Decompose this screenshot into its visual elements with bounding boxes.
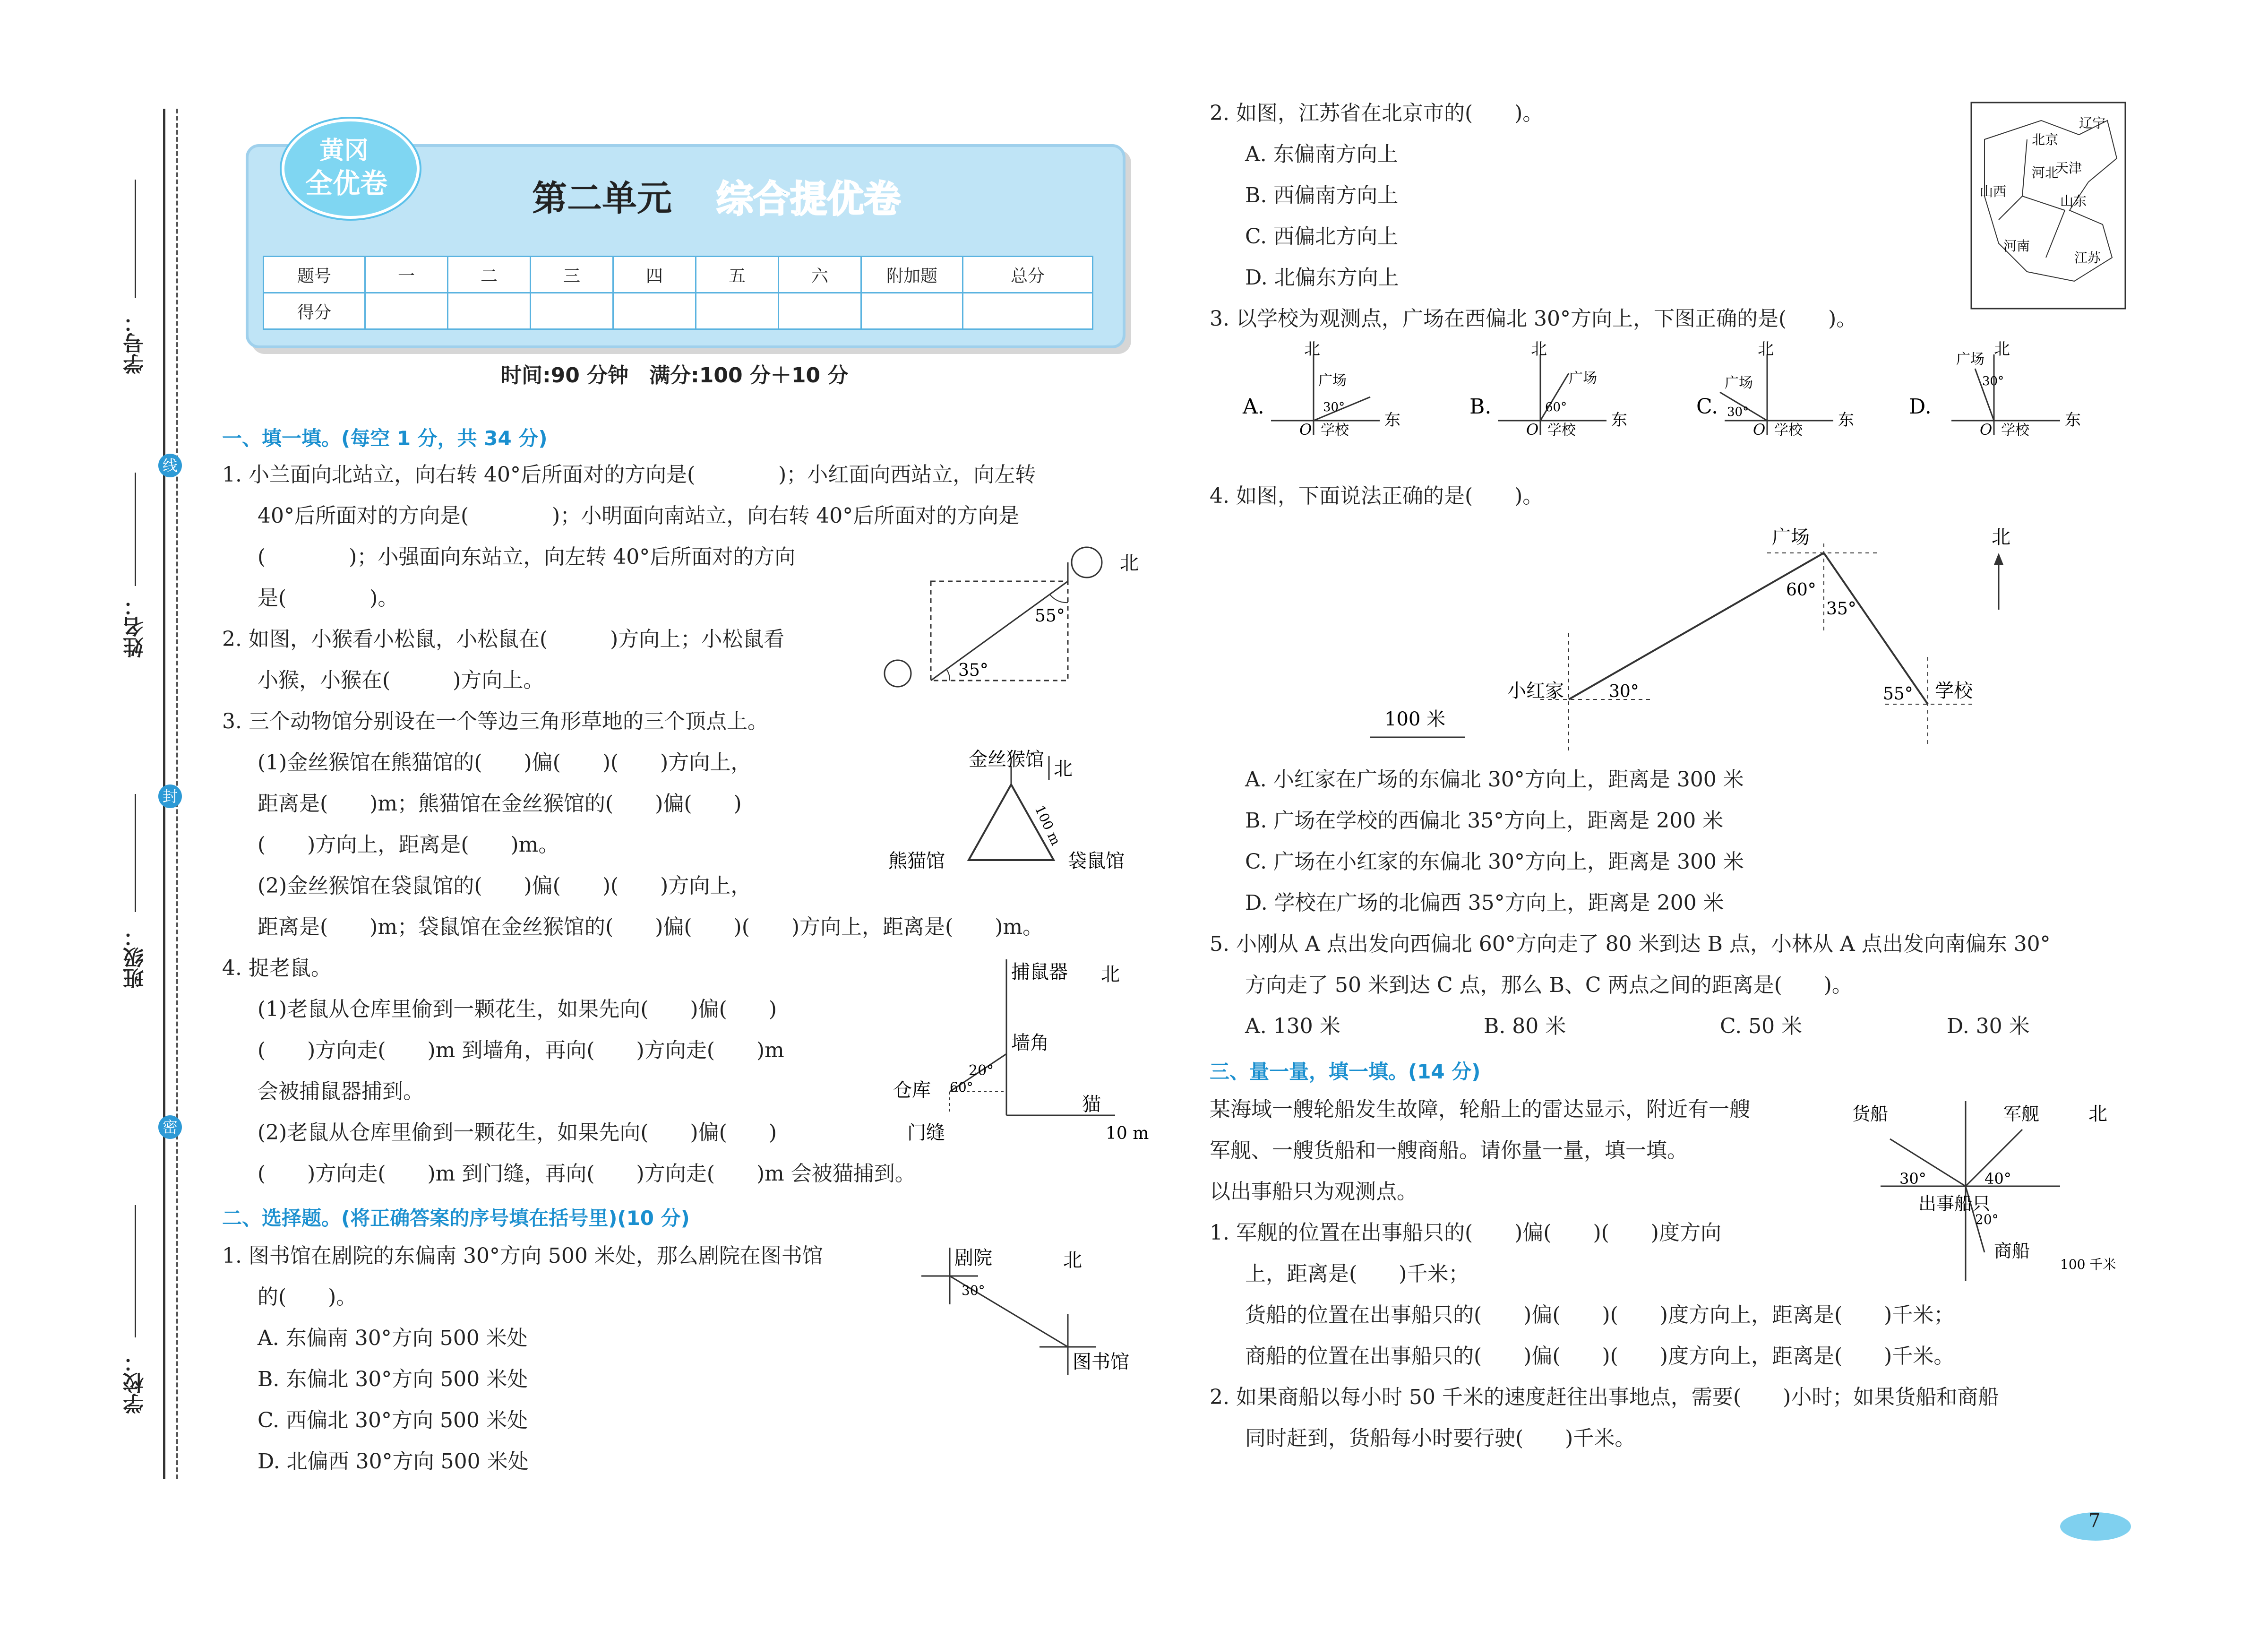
fig4-library: 图书馆 bbox=[1073, 1351, 1129, 1373]
map-shanxi: 山西 bbox=[1980, 184, 2007, 199]
s2-q1-optA[interactable]: A. 东偏南 30°方向 500 米处 bbox=[258, 1326, 528, 1350]
fig1-north: 北 bbox=[1120, 552, 1139, 574]
s1-q4-line6: ( )方向走( )m 到门缝，再向( )方向走( )m 会被猫捕到。 bbox=[258, 1162, 916, 1186]
fig3-warehouse: 仓库 bbox=[893, 1079, 931, 1101]
label-school: 学校： bbox=[123, 1352, 147, 1414]
fig5-angle-35: 35° bbox=[1826, 599, 1856, 619]
svg-text:广场: 广场 bbox=[1725, 375, 1753, 391]
svg-text:30°: 30° bbox=[1727, 405, 1749, 419]
fig5-north: 北 bbox=[1992, 526, 2010, 548]
s1-q4-line1: 4. 捉老鼠。 bbox=[222, 956, 332, 980]
s3-intro-2: 军舰、一艘货船和一艘商船。请你量一量，填一填。 bbox=[1210, 1138, 1688, 1163]
fig6-angle-30: 30° bbox=[1899, 1170, 1926, 1188]
fig6-merchant: 商船 bbox=[1994, 1241, 2030, 1261]
svg-text:30°: 30° bbox=[1323, 400, 1345, 414]
map-hebei: 河北 bbox=[2032, 165, 2059, 181]
s3-q2-line1: 2. 如果商船以每小时 50 千米的速度赶往出事地点，需要( )小时；如果货船和商船 bbox=[1210, 1385, 1999, 1409]
s1-q3-line2: (1)金丝猴馆在熊猫馆的( )偏( )( )方向上， bbox=[258, 750, 752, 775]
s3-q1-line3: 货船的位置在出事船只的( )偏( )( )度方向上，距离是( )千米； bbox=[1245, 1303, 1955, 1327]
svg-text:学校: 学校 bbox=[1547, 422, 1576, 439]
fig3-scale: 10 m bbox=[1106, 1124, 1149, 1143]
badge-line2: 全优卷 bbox=[305, 167, 388, 199]
svg-text:O: O bbox=[1299, 421, 1312, 439]
fig4-north: 北 bbox=[1063, 1250, 1082, 1271]
fig-mouse bbox=[888, 950, 1153, 1148]
fig3-angle-20: 20° bbox=[969, 1062, 994, 1079]
svg-text:O: O bbox=[1526, 421, 1539, 439]
fig3-angle-60: 60° bbox=[950, 1079, 973, 1095]
s2-q5-line1: 5. 小刚从 A 点出发向西偏北 60°方向走了 80 米到达 B 点，小林从 A 点出发向南偏东 30° bbox=[1210, 932, 2051, 956]
map-liaoning: 辽宁 bbox=[2079, 115, 2106, 131]
fig-theater-library bbox=[921, 1238, 1158, 1380]
s1-q2-line1: 2. 如图，小猴看小松鼠，小松鼠在( )方向上；小松鼠看 bbox=[222, 627, 785, 651]
fig-radar bbox=[1843, 1092, 2136, 1290]
fig6-warship: 军舰 bbox=[2003, 1103, 2040, 1124]
s2-q1-optC[interactable]: C. 西偏北 30°方向 500 米处 bbox=[258, 1408, 528, 1432]
monkey-icon bbox=[1072, 547, 1102, 578]
s3-q1-line2: 上，距离是( )千米； bbox=[1245, 1262, 1469, 1286]
fig3-door: 门缝 bbox=[907, 1122, 945, 1144]
fig5-angle-55: 55° bbox=[1883, 684, 1913, 704]
s3-intro-3: 以出事船只为观测点。 bbox=[1210, 1180, 1418, 1204]
s2-q4-optB[interactable]: B. 广场在学校的西偏北 35°方向上，距离是 200 米 bbox=[1245, 809, 1724, 833]
fig3-north: 北 bbox=[1101, 964, 1120, 985]
s3-q2-line2: 同时赶到，货船每小时要行驶( )千米。 bbox=[1245, 1426, 1636, 1450]
s3-q1-line1: 1. 军舰的位置在出事船只的( )偏( )( )度方向 bbox=[1210, 1221, 1721, 1245]
s2-q2-optB[interactable]: B. 西偏南方向上 bbox=[1245, 183, 1399, 207]
label-class: 班级： bbox=[123, 926, 147, 989]
paper-title: 综合提优卷 bbox=[716, 178, 901, 221]
fig-map bbox=[1970, 102, 2126, 310]
s2-q5-optD[interactable]: D. 30 米 bbox=[1947, 1014, 2030, 1038]
s2-q4-optA[interactable]: A. 小红家在广场的东偏北 30°方向上，距离是 300 米 bbox=[1245, 767, 1744, 792]
svg-text:B.: B. bbox=[1469, 395, 1492, 419]
s2-q4-optC[interactable]: C. 广场在小红家的东偏北 30°方向上，距离是 300 米 bbox=[1245, 850, 1744, 874]
s1-q2-line2: 小猴，小猴在( )方向上。 bbox=[258, 668, 544, 692]
svg-text:东: 东 bbox=[1384, 411, 1400, 430]
fig4-angle: 30° bbox=[962, 1283, 985, 1298]
fig5-plaza: 广场 bbox=[1772, 526, 1810, 548]
map-beijing: 北京 bbox=[2032, 132, 2059, 147]
s2-q1-line2: 的( )。 bbox=[258, 1285, 357, 1309]
svg-text:东: 东 bbox=[1611, 411, 1627, 430]
svg-text:广场: 广场 bbox=[1569, 370, 1597, 387]
s2-q1-optD[interactable]: D. 北偏西 30°方向 500 米处 bbox=[258, 1449, 529, 1474]
s1-q3-line6: 距离是( )m；袋鼠馆在金丝猴馆的( )偏( )( )方向上，距离是( )m。 bbox=[258, 915, 1044, 939]
s1-q3-line3: 距离是( )m；熊猫馆在金丝猴馆的( )偏( ) bbox=[258, 792, 742, 816]
s2-q4-line1: 4. 如图，下面说法正确的是( )。 bbox=[1210, 484, 1544, 508]
svg-text:学校: 学校 bbox=[2001, 422, 2029, 439]
s2-q1-optB[interactable]: B. 东偏北 30°方向 500 米处 bbox=[258, 1367, 528, 1391]
s1-q4-line2: (1)老鼠从仓库里偷到一颗花生，如果先向( )偏( ) bbox=[258, 997, 777, 1021]
fig5-school: 学校 bbox=[1935, 680, 1973, 702]
s1-q1-line1: 1. 小兰面向北站立，向右转 40°后所面对的方向是( )；小红面向西站立，向左转 bbox=[222, 463, 1036, 487]
svg-text:东: 东 bbox=[2065, 411, 2081, 430]
fig6-scale: 100 千米 bbox=[2060, 1257, 2116, 1272]
section3-title: 三、量一量，填一填。(14 分) bbox=[1210, 1060, 1481, 1083]
fig5-angle-30: 30° bbox=[1609, 682, 1639, 701]
label-name: 姓名： bbox=[123, 595, 147, 658]
fig3-cat: 猫 bbox=[1082, 1094, 1101, 1115]
header-banner bbox=[246, 137, 1125, 348]
fig2-dist: 100 m bbox=[1031, 803, 1064, 848]
svg-text:北: 北 bbox=[1994, 340, 2010, 359]
fig2-north: 北 bbox=[1054, 758, 1073, 780]
seal-seal: 封 bbox=[158, 785, 182, 808]
seal-line: 线 bbox=[158, 454, 182, 477]
s3-q1-line4: 商船的位置在出事船只的( )偏( )( )度方向上，距离是( )千米。 bbox=[1245, 1344, 1955, 1368]
svg-text:北: 北 bbox=[1758, 340, 1774, 359]
fig6-cargo: 货船 bbox=[1852, 1103, 1889, 1124]
s2-q4-optD[interactable]: D. 学校在广场的北偏西 35°方向上，距离是 200 米 bbox=[1245, 891, 1724, 915]
s1-q4-line3: ( )方向走( )m 到墙角，再向( )方向走( )m bbox=[258, 1038, 784, 1062]
score-table: 题号 一 二 三 四 五 六 附加题 总分 得分 bbox=[263, 256, 1093, 330]
map-henan: 河南 bbox=[2003, 238, 2030, 254]
fig6-north: 北 bbox=[2088, 1103, 2107, 1125]
s1-q3-line1: 3. 三个动物馆分别设在一个等边三角形草地的三个顶点上。 bbox=[222, 709, 768, 733]
svg-text:O: O bbox=[1980, 421, 1993, 439]
s2-q2-line1: 2. 如图，江苏省在北京市的( )。 bbox=[1210, 101, 1544, 125]
svg-text:A.: A. bbox=[1243, 395, 1264, 419]
svg-text:东: 东 bbox=[1838, 411, 1854, 430]
s1-q3-line4: ( )方向上，距离是( )m。 bbox=[258, 833, 559, 857]
fig-zoo-triangle bbox=[879, 747, 1162, 888]
svg-text:学校: 学校 bbox=[1321, 422, 1349, 439]
s1-q4-line4: 会被捕鼠器捕到。 bbox=[258, 1079, 424, 1103]
map-tianjin: 天津 bbox=[2055, 160, 2082, 176]
s1-q1-line4: 是( )。 bbox=[258, 586, 399, 610]
s1-q1-line3: ( )；小强面向东站立，向左转 40°后所面对的方向 bbox=[258, 545, 796, 569]
map-jiangsu: 江苏 bbox=[2074, 250, 2101, 266]
fig1-angle-55: 55° bbox=[1035, 606, 1065, 626]
fig-plaza bbox=[1351, 515, 2060, 756]
svg-text:60°: 60° bbox=[1545, 400, 1567, 414]
q3-option-C bbox=[1696, 340, 1854, 439]
svg-text:学校: 学校 bbox=[1774, 422, 1803, 439]
fig5-angle-60: 60° bbox=[1786, 580, 1816, 600]
svg-text:O: O bbox=[1753, 421, 1766, 439]
s2-q2-optA[interactable]: A. 东偏南方向上 bbox=[1245, 142, 1398, 166]
svg-text:广场: 广场 bbox=[1956, 351, 1984, 368]
s3-intro-1: 某海域一艘轮船发生故障，轮船上的雷达显示，附近有一艘 bbox=[1210, 1097, 1750, 1121]
page-number: 7 bbox=[2088, 1510, 2101, 1532]
fig3-corner: 墙角 bbox=[1011, 1032, 1049, 1054]
svg-text:30°: 30° bbox=[1982, 374, 2004, 388]
s1-q3-line5: (2)金丝猴馆在袋鼠馆的( )偏( )( )方向上， bbox=[258, 874, 752, 898]
fig3-trap: 捕鼠器 bbox=[1011, 961, 1068, 983]
s2-q5-optB[interactable]: B. 80 米 bbox=[1484, 1014, 1566, 1038]
squirrel-icon bbox=[885, 660, 911, 687]
fig2-kangaroo: 袋鼠馆 bbox=[1068, 850, 1125, 872]
svg-text:D.: D. bbox=[1909, 395, 1932, 419]
q3-option-A bbox=[1242, 340, 1400, 439]
fig6-angle-40: 40° bbox=[1984, 1170, 2011, 1188]
time-info: 时间:90 分钟 满分:100 分＋10 分 bbox=[501, 363, 849, 388]
svg-text:北: 北 bbox=[1304, 340, 1320, 359]
s2-q5-optA[interactable]: A. 130 米 bbox=[1245, 1014, 1340, 1038]
s2-q5-optC[interactable]: C. 50 米 bbox=[1720, 1014, 1803, 1038]
q3-option-B bbox=[1469, 340, 1627, 439]
svg-text:广场: 广场 bbox=[1318, 372, 1347, 389]
fig6-accident: 出事船只 bbox=[1918, 1193, 1991, 1214]
s1-q4-line5: (2)老鼠从仓库里偷到一颗花生，如果先向( )偏( ) bbox=[258, 1121, 777, 1145]
section2-title: 二、选择题。(将正确答案的序号填在括号里)(10 分) bbox=[222, 1207, 690, 1230]
svg-text:C.: C. bbox=[1696, 395, 1718, 419]
map-shandong: 山东 bbox=[2060, 193, 2087, 209]
q3-option-D bbox=[1909, 340, 2081, 439]
label-student-no: 学号： bbox=[123, 312, 147, 374]
s1-q1-line2: 40°后所面对的方向是( )；小明面向南站立，向右转 40°后所面对的方向是 bbox=[258, 504, 1020, 528]
s2-q2-optC[interactable]: C. 西偏北方向上 bbox=[1245, 224, 1399, 249]
fig2-gold: 金丝猴馆 bbox=[969, 749, 1044, 770]
fig1-angle-35: 35° bbox=[958, 661, 988, 680]
s2-q3-line1: 3. 以学校为观测点，广场在西偏北 30°方向上，下图正确的是( )。 bbox=[1210, 307, 1857, 331]
fig-monkey-squirrel bbox=[879, 543, 1162, 699]
fig2-panda: 熊猫馆 bbox=[888, 850, 945, 872]
seal-secret: 密 bbox=[158, 1115, 182, 1139]
fig6-angle-20: 20° bbox=[1975, 1212, 1999, 1227]
fig5-home: 小红家 bbox=[1507, 680, 1564, 702]
fig4-theater: 剧院 bbox=[954, 1247, 992, 1269]
s2-q5-line2: 方向走了 50 米到达 C 点，那么 B、C 两点之间的距离是( )。 bbox=[1245, 973, 1853, 997]
fig5-scale: 100 米 bbox=[1384, 708, 1446, 730]
unit-title: 第二单元 bbox=[532, 178, 672, 219]
svg-text:北: 北 bbox=[1531, 340, 1547, 359]
section1-title: 一、填一填。(每空 1 分，共 34 分) bbox=[222, 427, 548, 450]
s2-q2-optD[interactable]: D. 北偏东方向上 bbox=[1245, 266, 1399, 290]
badge-line1: 黄冈 bbox=[319, 137, 369, 165]
fig-q3-options bbox=[1228, 340, 2126, 454]
s2-q1-line1: 1. 图书馆在剧院的东偏南 30°方向 500 米处，那么剧院在图书馆 bbox=[222, 1244, 823, 1268]
